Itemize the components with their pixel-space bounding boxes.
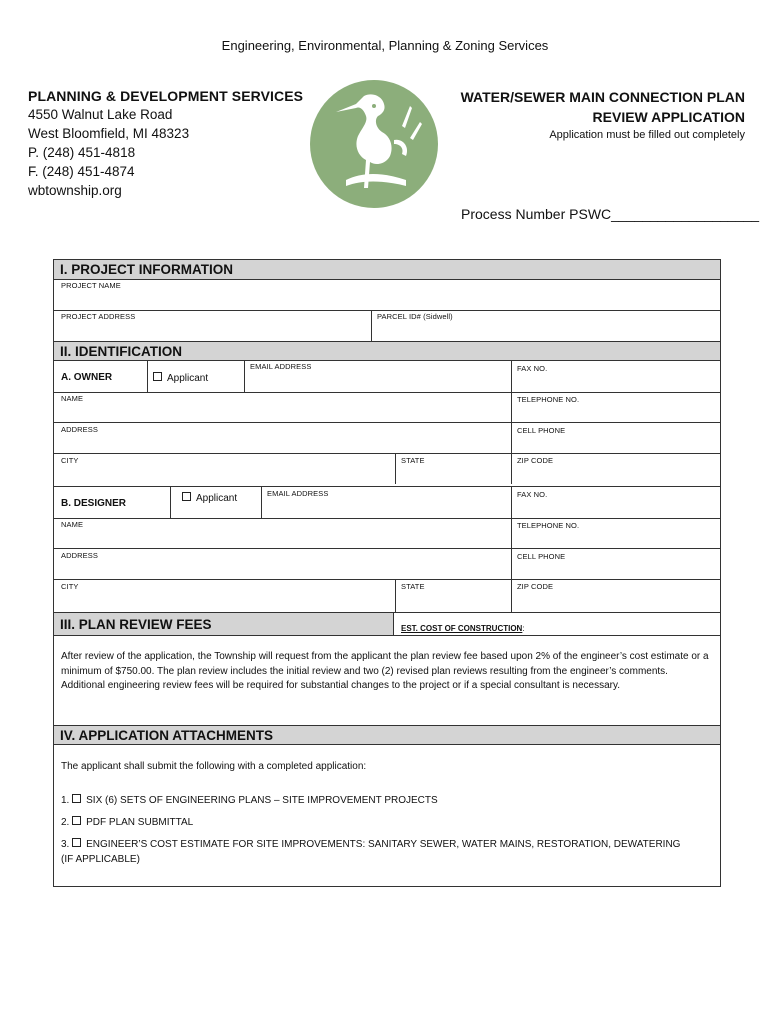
department-name: PLANNING & DEVELOPMENT SERVICES (28, 88, 304, 104)
owner-fax-field[interactable]: FAX NO. (517, 364, 548, 373)
owner-email-field[interactable]: EMAIL ADDRESS (250, 362, 312, 371)
checkbox-icon (153, 372, 162, 381)
owner-state-field[interactable]: STATE (401, 456, 425, 465)
section-title: II. IDENTIFICATION (60, 344, 182, 359)
heron-logo-icon (306, 76, 442, 212)
website: wbtownship.org (28, 183, 122, 198)
designer-state-field[interactable]: STATE (401, 582, 425, 591)
designer-telephone-field[interactable]: TELEPHONE NO. (517, 521, 580, 530)
section-title: I. PROJECT INFORMATION (60, 262, 234, 277)
form-subtitle: Application must be filled out completely (549, 129, 745, 141)
attachments-intro: The applicant shall submit the following with a completed application: (61, 761, 367, 772)
designer-fax-field[interactable]: FAX NO. (517, 490, 548, 499)
owner-label: A. OWNER (61, 372, 113, 383)
designer-address-field[interactable]: ADDRESS (61, 551, 98, 560)
checkbox-icon[interactable] (72, 838, 81, 847)
plan-review-fees-paragraph: After review of the application, the Township will request from the applicant the plan review fee based upon 2% of the engineer’s cost estimate or a minimum of $750.00. The plan review includes the initial review and two (2) revised plan reviews resulting from the engineer’s comments. Additional engineering review fees will be required for substantial changes to the project or if a special consultant is necessary. (61, 651, 709, 691)
application-form (53, 259, 721, 887)
department-services-title: Engineering, Environmental, Planning & Zoning Services (221, 38, 549, 53)
owner-applicant-checkbox[interactable] (153, 372, 208, 384)
designer-email-field[interactable]: EMAIL ADDRESS (267, 489, 329, 498)
form-title-line1: WATER/SEWER MAIN CONNECTION PLAN (460, 89, 745, 105)
owner-telephone-field[interactable]: TELEPHONE NO. (517, 395, 580, 404)
fax-number: F. (248) 451-4874 (28, 164, 135, 179)
phone-number: P. (248) 451-4818 (28, 145, 136, 160)
section-application-attachments (54, 725, 720, 745)
designer-zip-field[interactable]: ZIP CODE (517, 582, 554, 591)
form-title-line2: REVIEW APPLICATION (592, 109, 745, 125)
attachment-item[interactable]: 2. PDF PLAN SUBMITTAL (61, 817, 194, 828)
attachment-item[interactable]: 1. SIX (6) SETS OF ENGINEERING PLANS – SITE IMPROVEMENT PROJECTS (61, 795, 438, 806)
designer-city-field[interactable]: CITY (61, 582, 79, 591)
designer-name-field[interactable]: NAME (61, 520, 84, 529)
section-plan-review-fees (54, 612, 394, 636)
owner-city-field[interactable]: CITY (61, 456, 79, 465)
process-number-field[interactable]: Process Number PSWC___________________ (461, 206, 760, 222)
designer-applicant-checkbox[interactable] (182, 492, 237, 504)
checkbox-icon[interactable] (72, 794, 81, 803)
checkbox-icon (182, 492, 191, 501)
owner-address-field[interactable]: ADDRESS (61, 425, 98, 434)
designer-cell-field[interactable]: CELL PHONE (517, 552, 566, 561)
applicant-label: Applicant (196, 493, 238, 504)
est-cost-field[interactable]: EST. COST OF CONSTRUCTION: (401, 624, 525, 633)
owner-cell-field[interactable]: CELL PHONE (517, 426, 566, 435)
owner-zip-field[interactable]: ZIP CODE (517, 456, 554, 465)
project-name-field[interactable]: PROJECT NAME (61, 281, 121, 290)
designer-label: B. DESIGNER (61, 498, 127, 509)
address-street: 4550 Walnut Lake Road (28, 107, 173, 122)
section-project-information (54, 259, 720, 280)
section-title: IV. APPLICATION ATTACHMENTS (60, 728, 274, 743)
attachment-item[interactable]: 3. ENGINEER’S COST ESTIMATE FOR SITE IMPROVEMENTS: SANITARY SEWER, WATER MAINS, RESTORATION, DEWATERING (IF APPLICABLE) (61, 839, 681, 865)
owner-name-field[interactable]: NAME (61, 394, 84, 403)
section-title: III. PLAN REVIEW FEES (60, 617, 212, 632)
project-address-field[interactable]: PROJECT ADDRESS (61, 312, 136, 321)
address-city: West Bloomfield, MI 48323 (28, 126, 190, 141)
parcel-id-field[interactable]: PARCEL ID# (Sidwell) (377, 312, 453, 321)
section-identification (54, 341, 720, 361)
applicant-label: Applicant (167, 373, 209, 384)
checkbox-icon[interactable] (72, 816, 81, 825)
